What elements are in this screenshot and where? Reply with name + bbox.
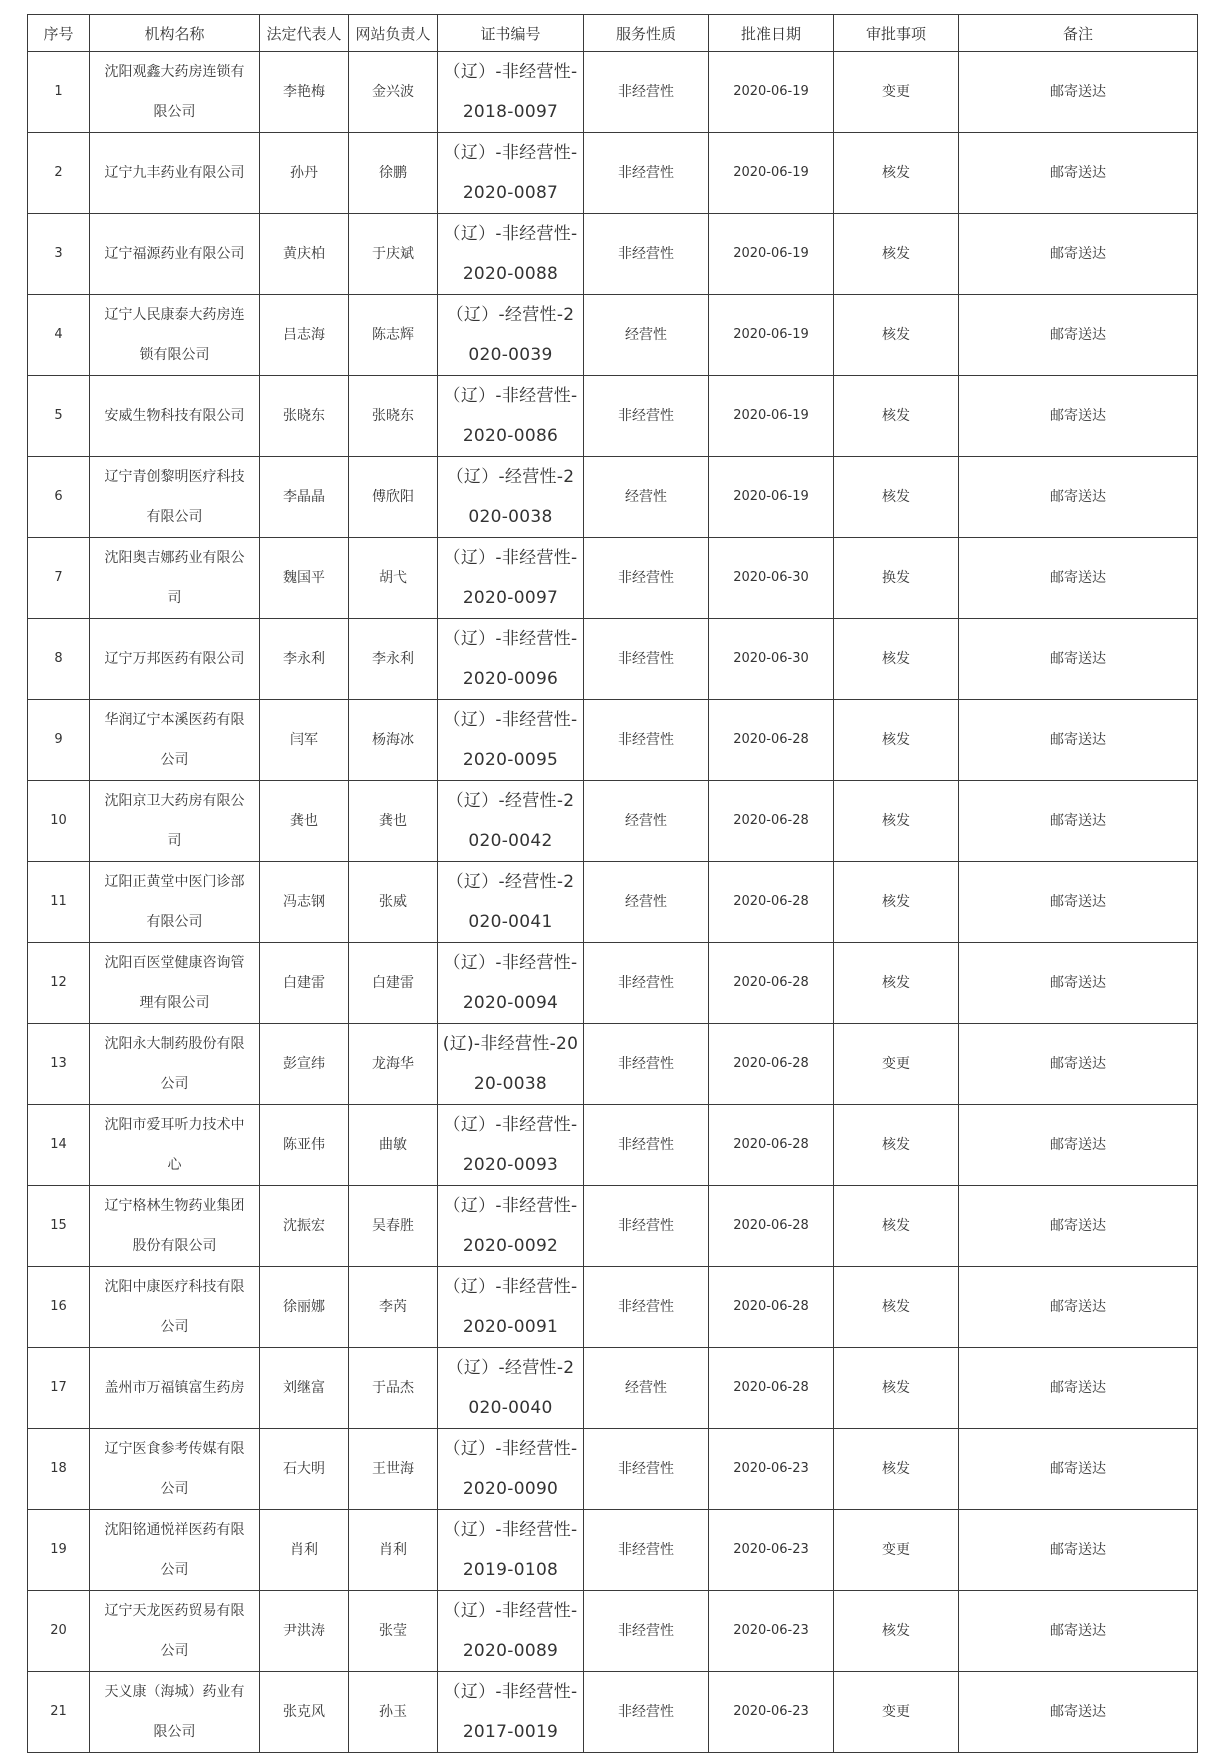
cell-serial-no: 17 (28, 1348, 90, 1429)
cell-website-manager: 金兴波 (349, 52, 438, 133)
cell-serial-no: 18 (28, 1429, 90, 1510)
cell-cert-number: （辽）-经营性-2020-0041 (438, 862, 584, 943)
cell-org-name: 华润辽宁本溪医药有限公司 (90, 700, 260, 781)
table-row (28, 1429, 1198, 1510)
cell-serial-no: 7 (28, 538, 90, 619)
cell-legal-rep: 魏国平 (260, 538, 349, 619)
cell-serial-no: 13 (28, 1024, 90, 1105)
cell-website-manager: 王世海 (349, 1429, 438, 1510)
table-row (28, 943, 1198, 1024)
cell-cert-number: (辽)-非经营性-2020-0038 (438, 1024, 584, 1105)
cell-legal-rep: 刘继富 (260, 1348, 349, 1429)
cell-org-name: 沈阳京卫大药房有限公司 (90, 781, 260, 862)
table-row (28, 538, 1198, 619)
cell-cert-number: （辽）-非经营性-2020-0094 (438, 943, 584, 1024)
cell-service-nature: 非经营性 (584, 1429, 709, 1510)
table-row (28, 1024, 1198, 1105)
cell-service-nature: 非经营性 (584, 133, 709, 214)
cell-serial-no: 10 (28, 781, 90, 862)
cell-website-manager: 张莹 (349, 1591, 438, 1672)
header-service-nature: 服务性质 (584, 15, 709, 52)
cell-approval-item: 核发 (834, 1267, 959, 1348)
cell-cert-number: （辽）-非经营性-2020-0086 (438, 376, 584, 457)
cell-website-manager: 吴春胜 (349, 1186, 438, 1267)
cell-legal-rep: 黄庆柏 (260, 214, 349, 295)
header-website-manager: 网站负责人 (349, 15, 438, 52)
header-cert-number: 证书编号 (438, 15, 584, 52)
table-row (28, 1348, 1198, 1429)
cell-org-name: 辽宁九丰药业有限公司 (90, 133, 260, 214)
cell-org-name: 安威生物科技有限公司 (90, 376, 260, 457)
cell-remark: 邮寄送达 (959, 1186, 1198, 1267)
cell-website-manager: 胡弋 (349, 538, 438, 619)
cell-approval-item: 核发 (834, 1591, 959, 1672)
table-header-row (28, 15, 1198, 52)
cell-org-name: 沈阳铭通悦祥医药有限公司 (90, 1510, 260, 1591)
cell-cert-number: （辽）-非经营性-2020-0087 (438, 133, 584, 214)
cell-approval-item: 核发 (834, 214, 959, 295)
cell-org-name: 沈阳市爱耳听力技术中心 (90, 1105, 260, 1186)
table-row (28, 781, 1198, 862)
cell-approval-date: 2020-06-19 (709, 376, 834, 457)
cell-service-nature: 非经营性 (584, 376, 709, 457)
cell-website-manager: 徐鹏 (349, 133, 438, 214)
header-org-name: 机构名称 (90, 15, 260, 52)
cell-approval-date: 2020-06-19 (709, 295, 834, 376)
cell-cert-number: （辽）-经营性-2020-0038 (438, 457, 584, 538)
cell-legal-rep: 冯志钢 (260, 862, 349, 943)
cell-approval-item: 核发 (834, 1429, 959, 1510)
cell-approval-date: 2020-06-28 (709, 700, 834, 781)
cell-legal-rep: 尹洪涛 (260, 1591, 349, 1672)
cell-remark: 邮寄送达 (959, 457, 1198, 538)
cell-org-name: 辽宁人民康泰大药房连锁有限公司 (90, 295, 260, 376)
cell-remark: 邮寄送达 (959, 781, 1198, 862)
cell-service-nature: 非经营性 (584, 1510, 709, 1591)
cell-approval-item: 核发 (834, 619, 959, 700)
cell-approval-date: 2020-06-28 (709, 943, 834, 1024)
cell-serial-no: 9 (28, 700, 90, 781)
cell-remark: 邮寄送达 (959, 295, 1198, 376)
cell-remark: 邮寄送达 (959, 1591, 1198, 1672)
cell-remark: 邮寄送达 (959, 538, 1198, 619)
cell-approval-item: 核发 (834, 457, 959, 538)
cell-legal-rep: 沈振宏 (260, 1186, 349, 1267)
cell-website-manager: 龙海华 (349, 1024, 438, 1105)
cell-cert-number: （辽）-非经营性-2020-0097 (438, 538, 584, 619)
cell-cert-number: （辽）-非经营性-2017-0019 (438, 1672, 584, 1753)
cell-cert-number: （辽）-经营性-2020-0039 (438, 295, 584, 376)
cell-serial-no: 3 (28, 214, 90, 295)
cell-legal-rep: 吕志海 (260, 295, 349, 376)
cell-legal-rep: 闫军 (260, 700, 349, 781)
cell-legal-rep: 李晶晶 (260, 457, 349, 538)
cell-org-name: 辽宁福源药业有限公司 (90, 214, 260, 295)
cell-approval-item: 核发 (834, 295, 959, 376)
table-row (28, 1672, 1198, 1753)
cell-approval-item: 变更 (834, 1024, 959, 1105)
cell-website-manager: 李芮 (349, 1267, 438, 1348)
cell-approval-date: 2020-06-19 (709, 214, 834, 295)
cell-serial-no: 8 (28, 619, 90, 700)
table-row (28, 619, 1198, 700)
table-row (28, 1105, 1198, 1186)
cell-approval-date: 2020-06-19 (709, 52, 834, 133)
cell-org-name: 沈阳永大制药股份有限公司 (90, 1024, 260, 1105)
cell-legal-rep: 龚也 (260, 781, 349, 862)
cell-approval-date: 2020-06-28 (709, 862, 834, 943)
cell-legal-rep: 张晓东 (260, 376, 349, 457)
cell-serial-no: 12 (28, 943, 90, 1024)
cell-approval-date: 2020-06-28 (709, 1348, 834, 1429)
cell-legal-rep: 肖利 (260, 1510, 349, 1591)
cell-cert-number: （辽）-非经营性-2018-0097 (438, 52, 584, 133)
cell-cert-number: （辽）-经营性-2020-0042 (438, 781, 584, 862)
cell-approval-date: 2020-06-23 (709, 1672, 834, 1753)
cell-legal-rep: 彭宣纬 (260, 1024, 349, 1105)
cell-approval-date: 2020-06-28 (709, 1024, 834, 1105)
cell-remark: 邮寄送达 (959, 1672, 1198, 1753)
cell-remark: 邮寄送达 (959, 376, 1198, 457)
cell-remark: 邮寄送达 (959, 700, 1198, 781)
cell-approval-item: 核发 (834, 781, 959, 862)
cell-service-nature: 经营性 (584, 862, 709, 943)
cell-cert-number: （辽）-非经营性-2020-0090 (438, 1429, 584, 1510)
cell-website-manager: 张威 (349, 862, 438, 943)
cell-website-manager: 于庆斌 (349, 214, 438, 295)
table-body (28, 52, 1198, 1753)
cell-remark: 邮寄送达 (959, 943, 1198, 1024)
cell-serial-no: 2 (28, 133, 90, 214)
cell-service-nature: 非经营性 (584, 700, 709, 781)
cell-serial-no: 4 (28, 295, 90, 376)
cell-org-name: 辽宁青创黎明医疗科技有限公司 (90, 457, 260, 538)
cell-website-manager: 张晓东 (349, 376, 438, 457)
cell-approval-date: 2020-06-28 (709, 781, 834, 862)
cell-approval-item: 核发 (834, 862, 959, 943)
cell-org-name: 沈阳观鑫大药房连锁有限公司 (90, 52, 260, 133)
cell-approval-date: 2020-06-30 (709, 538, 834, 619)
cell-service-nature: 经营性 (584, 781, 709, 862)
cell-cert-number: （辽）-非经营性-2020-0092 (438, 1186, 584, 1267)
header-legal-rep: 法定代表人 (260, 15, 349, 52)
cell-approval-item: 变更 (834, 52, 959, 133)
cell-legal-rep: 石大明 (260, 1429, 349, 1510)
cell-website-manager: 肖利 (349, 1510, 438, 1591)
cell-service-nature: 非经营性 (584, 538, 709, 619)
cell-legal-rep: 李永利 (260, 619, 349, 700)
cell-remark: 邮寄送达 (959, 1429, 1198, 1510)
cell-approval-item: 核发 (834, 1348, 959, 1429)
cell-legal-rep: 李艳梅 (260, 52, 349, 133)
cell-serial-no: 1 (28, 52, 90, 133)
cell-org-name: 天义康（海城）药业有限公司 (90, 1672, 260, 1753)
cell-website-manager: 龚也 (349, 781, 438, 862)
cell-serial-no: 20 (28, 1591, 90, 1672)
cell-serial-no: 19 (28, 1510, 90, 1591)
cell-serial-no: 5 (28, 376, 90, 457)
cell-website-manager: 杨海冰 (349, 700, 438, 781)
table-row (28, 1510, 1198, 1591)
cell-serial-no: 11 (28, 862, 90, 943)
cell-service-nature: 经营性 (584, 295, 709, 376)
cell-approval-date: 2020-06-28 (709, 1267, 834, 1348)
header-approval-date: 批准日期 (709, 15, 834, 52)
table-row (28, 1186, 1198, 1267)
approval-table (27, 14, 1198, 1753)
cell-approval-item: 核发 (834, 376, 959, 457)
cell-org-name: 辽宁格林生物药业集团股份有限公司 (90, 1186, 260, 1267)
cell-approval-item: 核发 (834, 133, 959, 214)
cell-approval-item: 变更 (834, 1672, 959, 1753)
cell-service-nature: 非经营性 (584, 943, 709, 1024)
table-row (28, 862, 1198, 943)
cell-approval-date: 2020-06-28 (709, 1186, 834, 1267)
cell-remark: 邮寄送达 (959, 1267, 1198, 1348)
cell-remark: 邮寄送达 (959, 862, 1198, 943)
table-row (28, 133, 1198, 214)
cell-cert-number: （辽）-非经营性-2020-0093 (438, 1105, 584, 1186)
cell-legal-rep: 徐丽娜 (260, 1267, 349, 1348)
cell-approval-item: 换发 (834, 538, 959, 619)
cell-cert-number: （辽）-非经营性-2020-0089 (438, 1591, 584, 1672)
approval-table-container (27, 14, 1197, 1753)
cell-approval-date: 2020-06-23 (709, 1591, 834, 1672)
table-row (28, 1267, 1198, 1348)
cell-remark: 邮寄送达 (959, 1024, 1198, 1105)
header-approval-item: 审批事项 (834, 15, 959, 52)
cell-website-manager: 于品杰 (349, 1348, 438, 1429)
cell-legal-rep: 白建雷 (260, 943, 349, 1024)
cell-legal-rep: 孙丹 (260, 133, 349, 214)
cell-remark: 邮寄送达 (959, 1348, 1198, 1429)
cell-remark: 邮寄送达 (959, 1105, 1198, 1186)
cell-approval-date: 2020-06-19 (709, 457, 834, 538)
cell-org-name: 辽宁天龙医药贸易有限公司 (90, 1591, 260, 1672)
cell-org-name: 盖州市万福镇富生药房 (90, 1348, 260, 1429)
cell-approval-date: 2020-06-30 (709, 619, 834, 700)
cell-website-manager: 孙玉 (349, 1672, 438, 1753)
cell-service-nature: 非经营性 (584, 52, 709, 133)
cell-remark: 邮寄送达 (959, 1510, 1198, 1591)
table-row (28, 700, 1198, 781)
cell-cert-number: （辽）-非经营性-2020-0091 (438, 1267, 584, 1348)
header-remark: 备注 (959, 15, 1198, 52)
cell-website-manager: 傅欣阳 (349, 457, 438, 538)
cell-service-nature: 非经营性 (584, 1105, 709, 1186)
cell-service-nature: 非经营性 (584, 1024, 709, 1105)
cell-approval-item: 核发 (834, 1105, 959, 1186)
cell-org-name: 辽宁医食参考传媒有限公司 (90, 1429, 260, 1510)
cell-org-name: 辽阳正黄堂中医门诊部有限公司 (90, 862, 260, 943)
cell-serial-no: 6 (28, 457, 90, 538)
cell-service-nature: 非经营性 (584, 1267, 709, 1348)
cell-approval-date: 2020-06-23 (709, 1429, 834, 1510)
cell-website-manager: 白建雷 (349, 943, 438, 1024)
cell-website-manager: 陈志辉 (349, 295, 438, 376)
cell-service-nature: 非经营性 (584, 619, 709, 700)
cell-serial-no: 16 (28, 1267, 90, 1348)
cell-approval-item: 核发 (834, 1186, 959, 1267)
cell-remark: 邮寄送达 (959, 214, 1198, 295)
cell-org-name: 沈阳奥吉娜药业有限公司 (90, 538, 260, 619)
cell-legal-rep: 陈亚伟 (260, 1105, 349, 1186)
cell-service-nature: 非经营性 (584, 214, 709, 295)
cell-serial-no: 15 (28, 1186, 90, 1267)
cell-remark: 邮寄送达 (959, 133, 1198, 214)
cell-approval-date: 2020-06-19 (709, 133, 834, 214)
table-row (28, 457, 1198, 538)
cell-cert-number: （辽）-非经营性-2020-0095 (438, 700, 584, 781)
cell-org-name: 沈阳中康医疗科技有限公司 (90, 1267, 260, 1348)
table-row (28, 376, 1198, 457)
cell-approval-date: 2020-06-23 (709, 1510, 834, 1591)
cell-service-nature: 非经营性 (584, 1672, 709, 1753)
table-row (28, 214, 1198, 295)
cell-service-nature: 经营性 (584, 1348, 709, 1429)
cell-approval-item: 核发 (834, 700, 959, 781)
cell-approval-item: 核发 (834, 943, 959, 1024)
cell-cert-number: （辽）-经营性-2020-0040 (438, 1348, 584, 1429)
cell-org-name: 辽宁万邦医药有限公司 (90, 619, 260, 700)
cell-service-nature: 非经营性 (584, 1591, 709, 1672)
cell-remark: 邮寄送达 (959, 619, 1198, 700)
cell-cert-number: （辽）-非经营性-2019-0108 (438, 1510, 584, 1591)
cell-approval-item: 变更 (834, 1510, 959, 1591)
cell-org-name: 沈阳百医堂健康咨询管理有限公司 (90, 943, 260, 1024)
table-row (28, 295, 1198, 376)
cell-serial-no: 21 (28, 1672, 90, 1753)
cell-cert-number: （辽）-非经营性-2020-0096 (438, 619, 584, 700)
cell-serial-no: 14 (28, 1105, 90, 1186)
table-row (28, 52, 1198, 133)
table-row (28, 1591, 1198, 1672)
cell-legal-rep: 张克风 (260, 1672, 349, 1753)
header-serial-no: 序号 (28, 15, 90, 52)
cell-service-nature: 经营性 (584, 457, 709, 538)
cell-website-manager: 李永利 (349, 619, 438, 700)
cell-approval-date: 2020-06-28 (709, 1105, 834, 1186)
cell-remark: 邮寄送达 (959, 52, 1198, 133)
cell-website-manager: 曲敏 (349, 1105, 438, 1186)
cell-cert-number: （辽）-非经营性-2020-0088 (438, 214, 584, 295)
cell-service-nature: 非经营性 (584, 1186, 709, 1267)
